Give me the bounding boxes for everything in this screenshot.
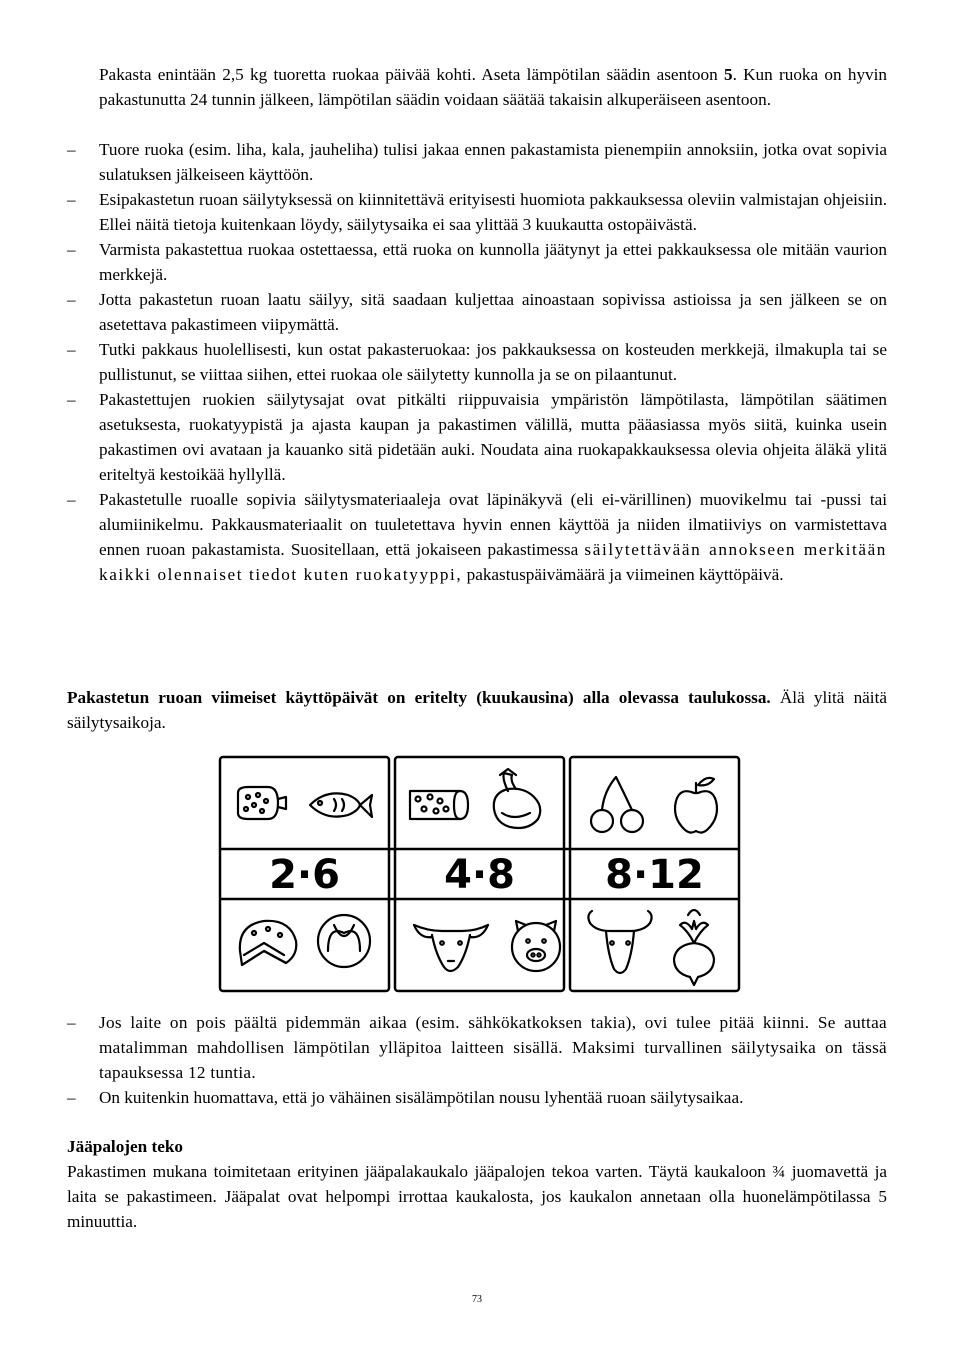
bullet-list-top [67, 137, 887, 587]
intro-bold-setting: 5 [723, 65, 733, 84]
list-item-text-2: säilytettävään annokseen merkitään kaikki olennaiset tiedot kuten ruokatyyppi, [99, 540, 887, 584]
list-item-text: Jos laite on pois päältä pidemmän aikaa (esim. sähkökatkoksen takia), ovi tulee pitää kiinni. Se auttaa matalimman mahdollisen lämpötilan ylläpitoa laitteen sisällä. Maksimi turvallinen säilytysaika on tässä tapauksessa 12 tuntia. [99, 1013, 887, 1082]
list-item [67, 1010, 887, 1085]
page-number: 73 [472, 1294, 482, 1305]
list-item-text-3: pakastuspäivämäärä ja viimeinen käyttöpäivä. [462, 565, 784, 584]
intro-paragraph [99, 62, 887, 112]
list-item: – On kuitenkin huomattava, että jo vähäinen sisälämpötilan nousu lyhentää ruoan säilytysaikaa. [67, 1085, 887, 1110]
months-label-3: 8·12 [605, 852, 704, 898]
list-item: – Pakastettujen ruokien säilytysajat ovat pitkälti riippuvaisia ympäristön lämpötilasta, lämpötilan säätimen asetuksesta, ruokatyypistä ja ajasta kaupan ja pakastimen välillä, mutta pääasiassa myös siitä, kuinka usein pakastimen ovi avataan ja kauanko sitä pidetään auki. Noudata aina ruokapakkauksessa olevia ohjeita äläkä ylitä eriteltyä kestoikää hyllyllä. [67, 387, 887, 487]
list-item: – Tuore ruoka (esim. liha, kala, jauheliha) tulisi jakaa ennen pakastamista pienempiin annoksiin, jotka ovat sopivia sulatuksen jälkeiseen käyttöön. [67, 137, 887, 187]
intro-text-2: . Kun ruoka on hyvin pakastunutta 24 tunnin jälkeen, lämpötilan säädin voidaan säätää takaisin alkuperäiseen asentoon. [99, 65, 887, 109]
months-label-1: 2·6 [269, 852, 340, 898]
list-item: – Varmista pakastettua ruokaa ostettaessa, että ruoka on kunnolla jäätynyt ja ettei pakkauksessa ole mitään vaurion merkkejä. [67, 237, 887, 287]
list-item-text-1: Pakastetulle ruoalle sopivia säilytysmateriaaleja ovat läpinäkyvä (eli ei-värillinen) muovikelmu tai -pussi tai alumiinikelmu. Pakkausmateriaalit on tuuletettava hyvin ennen käyttöä ja niiden ilmatiiviys on varmistettava ennen ruoan pakastamista. Suositellaan, että jokaiseen pakastimessa [99, 490, 887, 559]
list-item [67, 487, 887, 587]
storage-note-bold: Pakastetun ruoan viimeiset käyttöpäivät on eritelty (kuukausina) alla olevassa taulukossa. [67, 688, 771, 707]
storage-note-rest: Älä ylitä näitä säilytysaikoja. [67, 688, 887, 732]
storage-time-table [218, 755, 742, 993]
ice-paragraph: Pakastimen mukana toimitetaan erityinen jääpalakaukalo jääpalojen tekoa varten. Täytä kaukaloon ¾ juomavettä ja laita se pakastimeen. Jääpalat ovat helpompi irrottaa kaukalosta, jos kaukalon annetaan olla huonelämpötilassa 5 minuuttia. [67, 1162, 887, 1231]
months-label-2: 4·8 [444, 852, 515, 898]
intro-text-1: Pakasta enintään 2,5 kg tuoretta ruokaa päivää kohti. Aseta lämpötilan säädin asentoon [99, 65, 724, 84]
storage-note-paragraph [67, 685, 887, 735]
list-item: – Esipakastetun ruoan säilytyksessä on kiinnitettävä erityisesti huomiota pakkauksessa oleviin valmistajan ohjeisiin. Ellei näitä tietoja kuitenkaan löydy, säilytysaika ei saa ylittää 3 kuukautta ostopäivästä. [67, 187, 887, 237]
section-heading-ice: Jääpalojen teko [67, 1137, 184, 1156]
list-item: – Jotta pakastetun ruoan laatu säilyy, sitä saadaan kuljettaa ainoastaan sopivissa astioissa ja sen jälkeen se on asetettava pakastimeen viipymättä. [67, 287, 887, 337]
list-item: – Tutki pakkaus huolellisesti, kun ostat pakasteruokaa: jos pakkauksessa on kosteuden merkkejä, ilmakupla tai se pullistunut, se viittaa siihen, ettei ruokaa ole säilytetty kunnolla ja se on pilaantunut. [67, 337, 887, 387]
bullet-list-bottom [67, 1010, 887, 1110]
